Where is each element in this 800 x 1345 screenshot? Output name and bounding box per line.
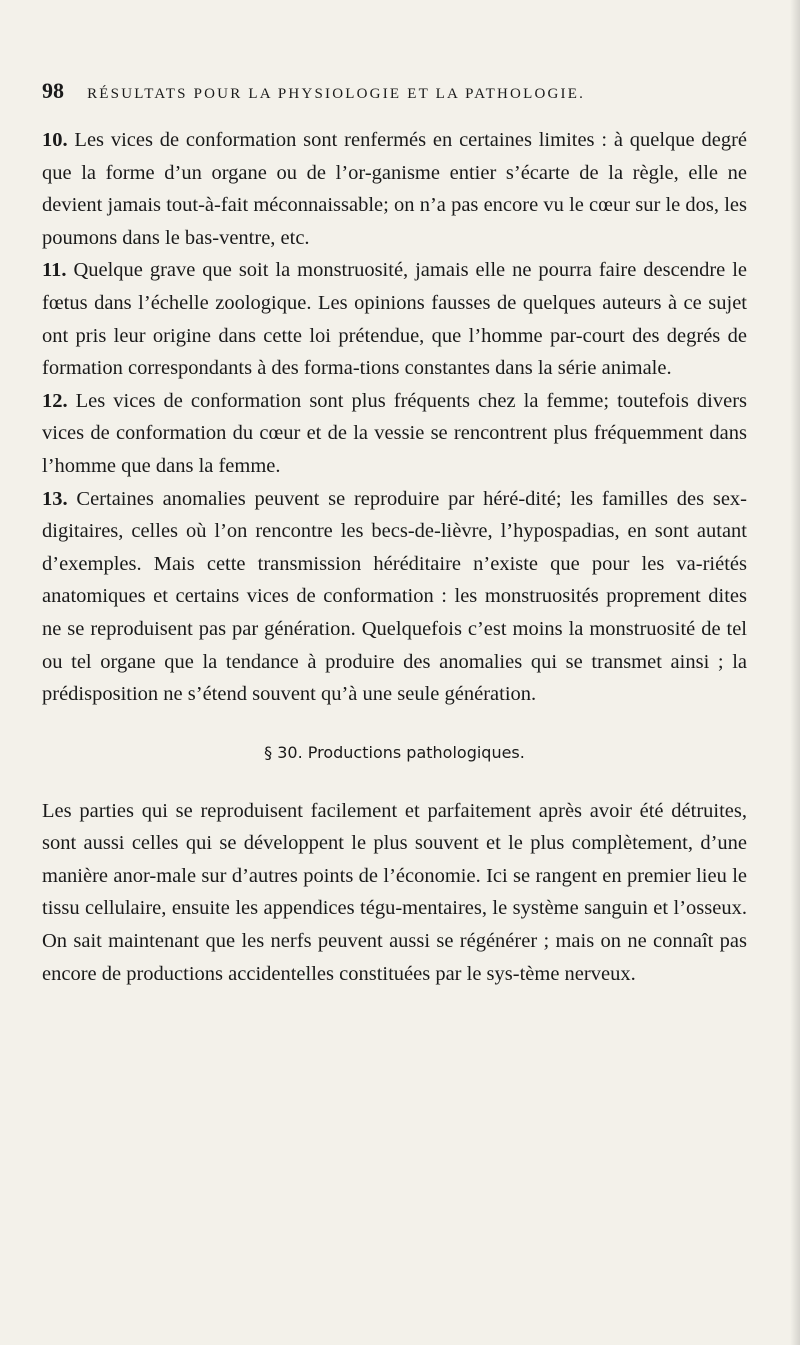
- body-text: [42, 124, 747, 990]
- page-header: [42, 78, 742, 108]
- section-heading: § 30. Productions pathologiques.: [264, 742, 525, 762]
- paragraph-number: 11.: [42, 259, 67, 282]
- page-edge-shadow: [790, 0, 800, 1345]
- paragraph-10: [42, 124, 747, 254]
- paragraph-11: [42, 254, 747, 384]
- paragraph-number: 13.: [42, 487, 68, 510]
- section-paragraph: Les parties qui se reproduisent facilement et parfaitement après avoir été détruites, sont aussi celles qui se développent le plus souvent et le plus complètement, d’une manière anor-male sur d’autres points de l’économie. Ici se rangent en premier lieu le tissu cellulaire, ensuite les appendices tégu-mentaires, le système sanguin et l’osseux. On sait maintenant que les nerfs peuvent aussi se régénérer ; mais on ne connaît pas encore de productions accidentelles constituées par le sys-tème nerveux.: [42, 799, 747, 985]
- page-number: 98: [42, 78, 64, 103]
- paragraph-12: [42, 385, 747, 483]
- paragraph-text: Les vices de conformation sont plus fréquents chez la femme; toutefois divers vices de conformation du cœur et de la vessie se rencontrent plus fréquemment dans l’homme que dans la femme.: [42, 389, 747, 477]
- paragraph-number: 12.: [42, 389, 68, 412]
- paragraph-number: 10.: [42, 129, 68, 151]
- paragraph-text: Les vices de conformation sont renfermés en certaines limites : à quelque degré que la forme d’un organe ou de l’or-ganisme entier s’écarte de la règle, elle ne devient jamais tout-à-fait méconnaissable; on n’a pas encore vu le cœur sur le dos, les poumons dans le bas-ventre, etc.: [42, 129, 747, 249]
- paragraph-13: [42, 483, 747, 711]
- paragraph-text: Quelque grave que soit la monstruosité, jamais elle ne pourra faire descendre le fœtus dans l’échelle zoologique. Les opinions fausses de quelques auteurs à ce sujet ont pris leur origine dans cette loi prétendue, que l’homme par-court des degrés de formation correspondants à des forma-tions constantes dans la série animale.: [42, 259, 747, 380]
- running-title: RÉSULTATS POUR LA PHYSIOLOGIE ET LA PATHOLOGIE.: [87, 86, 586, 102]
- paragraph-text: Certaines anomalies peuvent se reproduire par héré-dité; les familles des sex-digitaires, celles où l’on rencontre les becs-de-lièvre, l’hypospadias, en sont autant d’exemples. Mais cette transmission héréditaire n’existe que pour les va-riétés anatomiques et certains vices de conformation : les monstruosités proprement dites ne se reproduisent pas par génération. Quelquefois c’est moins la monstruosité de tel ou tel organe que la tendance à produire des anomalies qui se transmet ainsi ; la prédisposition ne s’étend souvent qu’à une seule génération.: [42, 487, 747, 706]
